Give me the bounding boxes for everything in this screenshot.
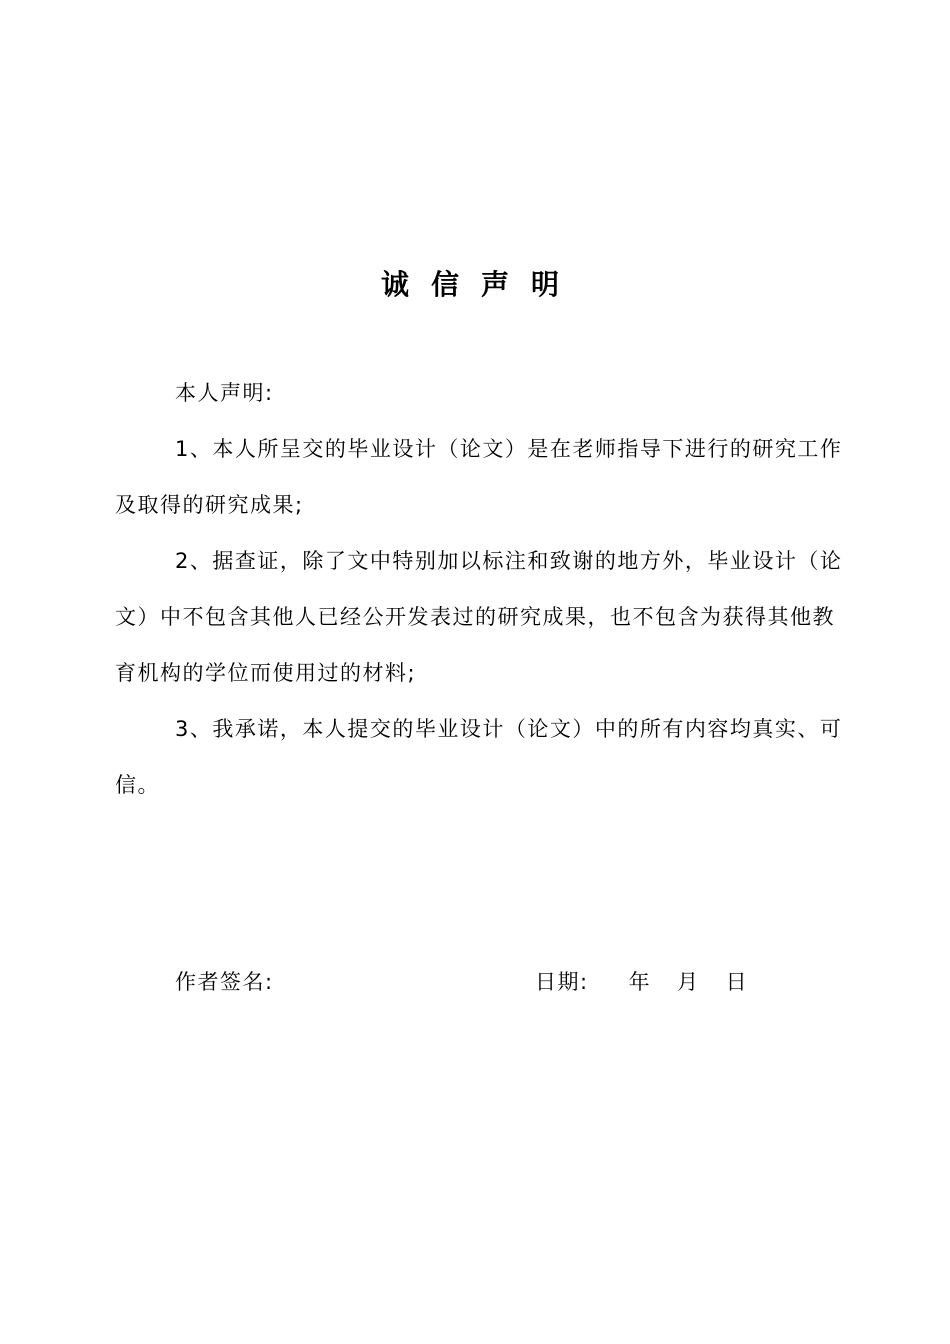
date-fields <box>535 962 748 1002</box>
declaration-item-1: 1、本人所呈交的毕业设计（论文）是在老师指导下进行的研究工作及取得的研究成果; <box>115 437 843 517</box>
declaration-item-2: 2、据查证，除了文中特别加以标注和致谢的地方外，毕业设计（论文）中不包含其他人已经公开发表过的研究成果，也不包含为获得其他教育机构的学位而使用过的材料; <box>115 549 843 685</box>
month-label: 月 <box>677 970 700 994</box>
date-label: 日期: <box>535 970 589 994</box>
day-label: 日 <box>725 970 749 994</box>
declaration-item-3: 3、我承诺，本人提交的毕业设计（论文）中的所有内容均真实、可信。 <box>115 717 843 797</box>
declaration-intro: 本人声明: <box>175 381 274 405</box>
author-signature-label: 作者签名: <box>175 970 274 994</box>
declaration-body <box>115 365 855 813</box>
year-label: 年 <box>628 970 652 994</box>
document-title: 诚信声明 <box>380 268 581 301</box>
